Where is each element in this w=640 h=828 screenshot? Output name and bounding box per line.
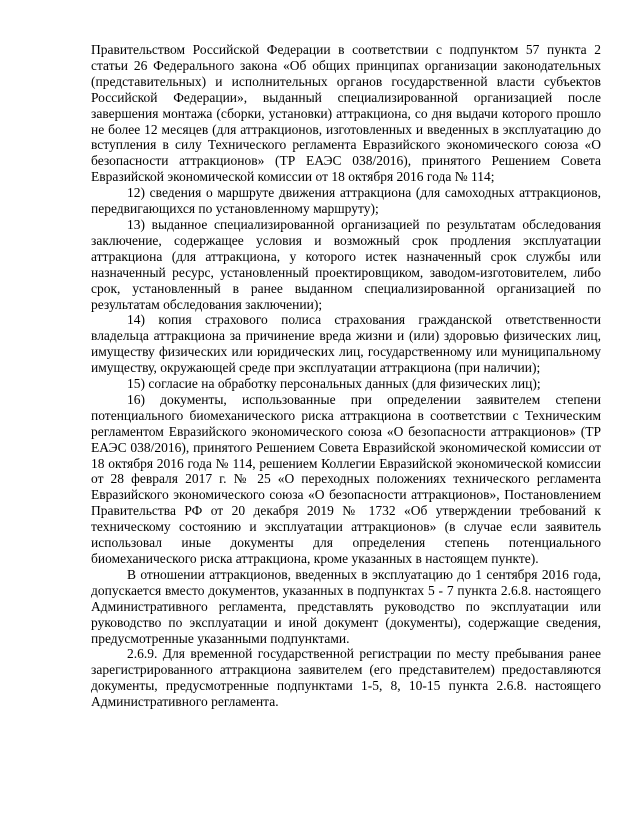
- paragraph-continuation: Правительством Российской Федерации в соответствии с подпунктом 57 пункта 2 статьи 26 Федерального закона «Об общих принципах организации законодательных (представительных) и исполнительных органов государственной власти субъектов Российской Федерации», выданный специализированной организацией после завершения монтажа (сборки, установки) аттракциона, со дня выдачи которого прошло не более 12 месяцев (для аттракционов, изготовленных и введенных в эксплуатацию до вступления в силу Технического регламента Евразийского экономического союза «О безопасности аттракционов» (ТР ЕАЭС 038/2016), принятого Решением Совета Евразийской экономической комиссии от 18 октября 2016 года № 114;: [91, 42, 601, 185]
- paragraph-item-13: 13) выданное специализированной организацией по результатам обследования заключение, содержащее условия и возможный срок продления эксплуатации аттракциона (для аттракциона, у которого истек назначенный срок службы или назначенный ресурс, установленный проектировщиком, заводом-изготовителем, либо срок, установленный в ранее выданном специализированной организацией по результатам обследования заключении);: [91, 216, 601, 312]
- paragraph-item-15: 15) согласие на обработку персональных данных (для физических лиц);: [127, 376, 541, 392]
- paragraph-item-16: 16) документы, использованные при определении заявителем степени потенциального биомеханического риска аттракциона в соответствии с Техническим регламентом Евразийского экономического союза «О безопасности аттракционов» (ТР ЕАЭС 038/2016), принятого Решением Совета Евразийской экономической комиссии от 18 октября 2016 года № 114, решением Коллегии Евразийской экономической комиссии от 28 февраля 2017 г. № 25 «О переходных положениях технического регламента Евразийского экономического союза «О безопасности аттракционов», Постановлением Правительства РФ от 20 декабря 2019 № 1732 «Об утверждении требований к техническому состоянию и эксплуатации аттракционов» (в случае если заявитель использовал иные документы для определения степень потенциального биомеханического риска аттракциона, кроме указанных в настоящем пункте).: [91, 391, 601, 566]
- paragraph-pre-2016-attractions: В отношении аттракционов, введенных в эксплуатацию до 1 сентября 2016 года, допускается вместо документов, указанных в подпунктах 5 - 7 пункта 2.6.8. настоящего Административного регламента, представлять руководство по эксплуатации или руководство по эксплуатации и иной документ (документы), содержащие сведения, предусмотренные указанными подпунктами.: [91, 566, 601, 646]
- document-page: [91, 42, 601, 710]
- paragraph-item-12: 12) сведения о маршруте движения аттракциона (для самоходных аттракционов, передвигающихся по установленному маршруту);: [91, 185, 601, 217]
- paragraph-item-14: 14) копия страхового полиса страхования гражданской ответственности владельца аттракциона за причинение вреда жизни и (или) здоровью физических лиц, имуществу физических или юридических лиц, государственному или муниципальному имуществу, окружающей среде при эксплуатации аттракциона (при наличии);: [91, 312, 601, 376]
- paragraph-2-6-9: 2.6.9. Для временной государственной регистрации по месту пребывания ранее зарегистрированного аттракциона заявителем (его представителем) предоставляются документы, предусмотренные подпунктами 1-5, 8, 10-15 пункта 2.6.8. настоящего Административного регламента.: [91, 646, 601, 710]
